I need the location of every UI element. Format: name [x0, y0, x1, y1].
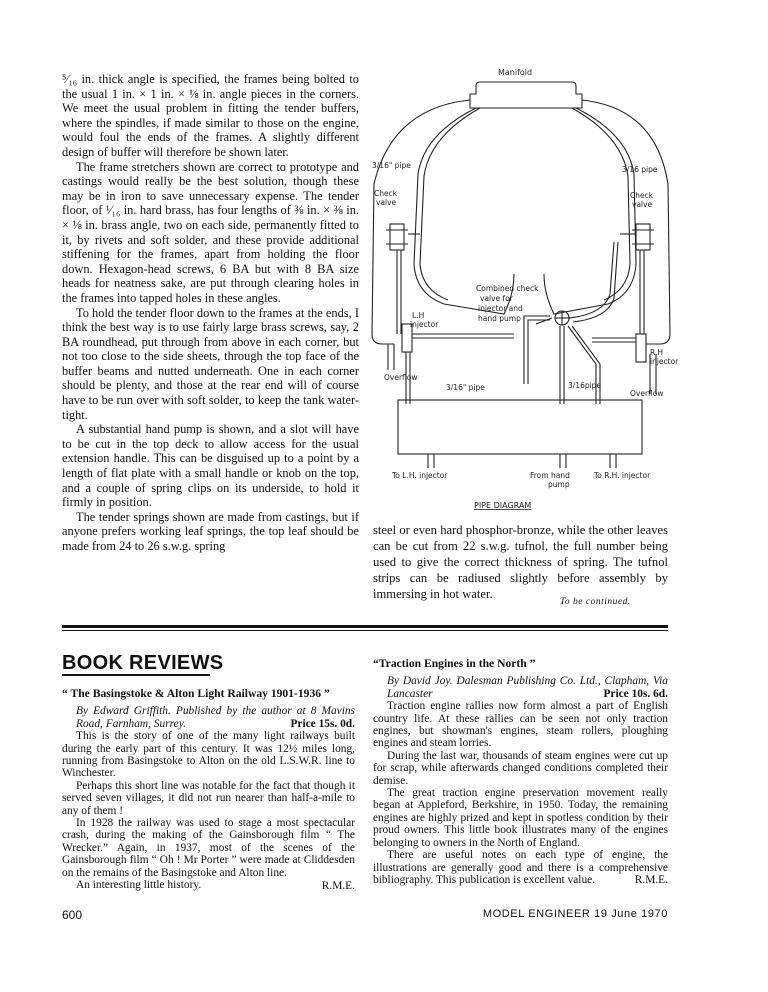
label-combined-1: Combined check: [476, 284, 539, 293]
label-pipe-bottom-left: 3/16" pipe: [446, 383, 485, 392]
label-lh-injector-2: injector: [410, 320, 439, 329]
review-paragraph: In 1928 the railway was used to stage a most spectacular crash, during the making of the Gainsborough film “ The Wrecker.” Again, in 1937, most of the scenes of the Gainsborough film “ Oh ! Mr Porter ” were made at Cliddesden on the remains of the Basingstoke and Alton line.: [62, 817, 355, 879]
review-paragraph: This is the story of one of the many light railways built during the early part of this century. It was 12½ miles long, running from Basingstoke to Alton on the old L.S.W.R. line to Winchester.: [62, 730, 355, 780]
label-from-hand-pump-2: pump: [548, 480, 570, 489]
review-publisher: By Edward Griffith. Published by the author at 8 Mavins Road, Farnham, Surrey.: [76, 705, 355, 730]
review-byline: [62, 705, 355, 730]
label-rh-injector-1: R.H: [650, 348, 663, 357]
review-price: Price 10s. 6d.: [603, 687, 668, 700]
review-paragraph: Perhaps this short line was notable for the fact that though it served seven villages, it did not run nearer than half-a-mile to any of them !: [62, 779, 355, 817]
label-lh-injector-1: L.H: [412, 311, 425, 320]
book-review: [62, 688, 355, 892]
label-combined-4: hand pump: [478, 314, 521, 323]
article-paragraph: The tender springs shown are made from castings, but if anyone prefers working leaf springs, the top leaf should be made from 24 to 26 s.w.g. spring: [62, 509, 359, 553]
section-heading: BOOK REVIEWS: [62, 652, 224, 674]
heading-underline: [62, 674, 210, 676]
to-be-continued: To be continued.: [560, 597, 631, 607]
section-divider-thin: [62, 630, 668, 631]
article-paragraph: To hold the tender floor down to the frames at the ends, I think the best way is to use fairly large brass screws, say, 2 BA roundhead, put through from above in each corner, but not too close to the side sheets, through the top face of the buffer beams and nutted underneath. One in each corner should be plenty, and those at the rear end will of course have to be run over with soft solder, to keep the tank water-tight.: [62, 305, 359, 422]
pipe-diagram: [364, 64, 679, 514]
review-price: Price 15s. 0d.: [290, 717, 355, 730]
review-paragraph: Traction engine rallies now form almost a part of English country life. At these rallies can be seen not only traction engines, but showman's engines, steam rollers, ploughing engines and steam lorries.: [373, 700, 668, 750]
article-paragraph: ⁵⁄₁₆ in. thick angle is specified, the frames being bolted to the usual 1 in. × 1 in. × ⅛ in. angle pieces in the corners. We meet the usual problem in fitting the tender buffers, where the spindles, if made similar to those on the engine, would foul the ends of the frames. A slightly different design of buffer will therefore be shown later.: [62, 72, 359, 159]
label-check-valve-left: Check: [374, 189, 398, 198]
label-to-rh-injector: To R.H. injector: [594, 471, 651, 480]
section-divider: [62, 625, 668, 628]
review-byline: [373, 675, 668, 700]
diagram-caption: PIPE DIAGRAM: [474, 501, 532, 510]
label-pipe-top-right: 3/16 pipe: [622, 165, 658, 174]
label-pipe-bottom-mid: 3/16pipe: [568, 381, 602, 390]
label-from-hand-pump-1: From hand: [530, 471, 570, 480]
article-paragraph: The frame stretchers shown are correct to prototype and castings would really be the best solution, though these may be in iron to save unnecessary expense. The tender floor, of ¹⁄₁₆ in. hard brass, has four lengths of ⅜ in. × ⅜ in. × ⅛ in. brass angle, two on each side, permanently fitted to it, by rivets and soft solder, and these provide additional stiffening for the frames, apart from holding the floor down. Hexagon-head screws, 6 BA but with 8 BA size heads for neatness sake, are put through clearing holes in the frames into tapped holes in these angles.: [62, 159, 359, 305]
review-signature: R.M.E.: [634, 874, 668, 887]
review-title: “ The Basingstoke & Alton Light Railway 1901-1936 ”: [62, 687, 330, 700]
article-continuation: [373, 522, 668, 602]
rh-injector: [636, 334, 646, 362]
magazine-footer: MODEL ENGINEER 19 June 1970: [482, 908, 668, 920]
review-paragraph: An interesting little history.: [76, 879, 202, 892]
review-signature: R.M.E.: [321, 879, 355, 892]
label-overflow-left: Overflow: [384, 373, 418, 382]
label-combined-2: valve for: [480, 294, 513, 303]
label-check-valve-left-2: valve: [376, 198, 397, 207]
label-manifold: Manifold: [498, 68, 533, 77]
check-valve-left: [390, 224, 404, 250]
check-valve-right: [636, 224, 650, 250]
article-left-column: [62, 72, 359, 554]
label-overflow-right: Overflow: [630, 389, 664, 398]
review-title: “Traction Engines in the North ”: [373, 657, 536, 670]
review-paragraph: The great traction engine preservation movement really began at Appleford, Berkshire, in 1950. Today, the remaining engines are highly prized and kept in spotless condition by their proud owners. This little book illustrates many of the engines belonging to owners in the North of England.: [373, 787, 668, 849]
label-pipe-top-left: 3/16" pipe: [372, 161, 411, 170]
review-publisher: By David Joy. Dalesman Publishing Co. Ltd., Clapham, Via Lancaster: [387, 675, 668, 700]
article-paragraph: A substantial hand pump is shown, and a slot will have to be cut in the top deck to allow access for the usual extension handle. This can be disguised up to a point by a length of flat plate with a small handle or knob on the top, and a couple of spring clips on its underside, to hold it firmly in position.: [62, 422, 359, 510]
manifold-shape: [470, 82, 582, 108]
label-to-lh-injector: To L.H. injector: [392, 471, 448, 480]
review-paragraph: There are useful notes on each type of engine, the illustrations are generally good and there is a comprehensive bibliography. This publication is excellent value.: [373, 849, 668, 886]
label-check-valve-right-2: valve: [632, 200, 653, 209]
label-rh-injector-2: injector: [650, 357, 679, 366]
review-paragraph: During the last war, thousands of steam engines were cut up for scrap, while afterwards changed conditions completed their demise.: [373, 749, 668, 787]
label-check-valve-right: Check: [630, 191, 654, 200]
article-paragraph: steel or even hard phosphor-bronze, while the other leaves can be cut from 22 s.w.g. tufnol, the full number being used to give the correct thickness of spring. The tufnol strips can be radiused slightly before assembly by immersing in hot water.: [373, 523, 668, 601]
label-combined-3: injector and: [478, 304, 523, 313]
water-tank: [398, 400, 642, 454]
page-number: 600: [62, 908, 83, 922]
book-review: [373, 658, 668, 887]
